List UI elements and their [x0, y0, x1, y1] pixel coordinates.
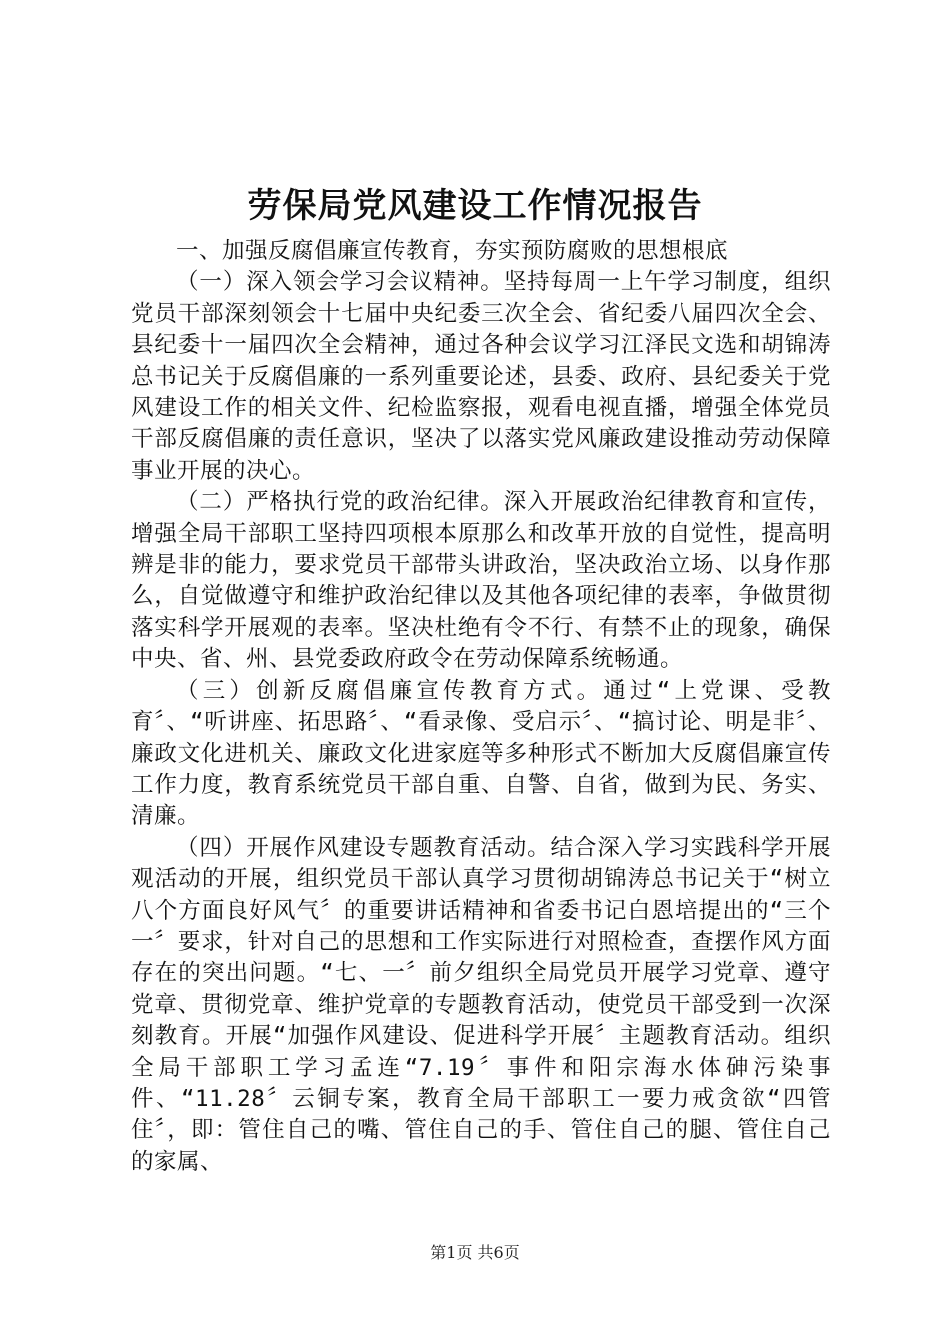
section-heading: 一、加强反腐倡廉宣传教育，夯实预防腐败的思想根底 [176, 238, 729, 264]
paragraph-2: （二）严格执行党的政治纪律。深入开展政治纪律教育和宣传，增强全局干部职工坚持四项根本原那么和改革开放的自觉性，提高明辨是非的能力，要求党员干部带头讲政治，坚决政治立场、以身作那么，自觉做遵守和维护政治纪律以及其他各项纪律的表率，争做贯彻落实科学开展观的表率。坚决杜绝有令不行、有禁不止的现象，确保中央、省、州、县党委政府政令在劳动保障系统畅通。 [131, 489, 831, 673]
paragraph-4: （四）开展作风建设专题教育活动。结合深入学习实践科学开展观活动的开展，组织党员干部认真学习贯彻胡锦涛总书记关于“树立八个方面良好风气〞的重要讲话精神和省委书记白恩培提出的“三个一〞要求，针对自己的思想和工作实际进行对照检查，查摆作风方面存在的突出问题。“七、一〞前夕组织全局党员开展学习党章、遵守党章、贯彻党章、维护党章的专题教育活动，使党员干部受到一次深刻教育。开展“加强作风建设、促进科学开展〞主题教育活动。组织全局干部职工学习孟连“7.19〞事件和阳宗海水体砷污染事件、“11.28〞云铜专案，教育全局干部职工一要力戒贪欲“四管住〞，即：管住自己的嘴、管住自己的手、管住自己的腿、管住自己的家属、 [131, 834, 831, 1175]
document-body [131, 236, 831, 1178]
document-title: 劳保局党风建设工作情况报告 [247, 186, 703, 226]
page-number-footer: 第1页 共6页 [430, 1243, 520, 1262]
paragraph-3: （三）创新反腐倡廉宣传教育方式。通过“上党课、受教育〞、“听讲座、拓思路〞、“看录像、受启示〞、“搞讨论、明是非〞、廉政文化进机关、廉政文化进家庭等多种形式不断加大反腐倡廉宣传工作力度，教育系统党员干部自重、自警、自省，做到为民、务实、清廉。 [131, 677, 831, 830]
paragraph-1: （一）深入领会学习会议精神。坚持每周一上午学习制度，组织党员干部深刻领会十七届中央纪委三次全会、省纪委八届四次全会、县纪委十一届四次全会精神，通过各种会议学习江泽民文选和胡锦涛总书记关于反腐倡廉的一系列重要论述，县委、政府、县纪委关于党风建设工作的相关文件、纪检监察报，观看电视直播，增强全体党员干部反腐倡廉的责任意识，坚决了以落实党风廉政建设推动劳动保障事业开展的决心。 [131, 269, 831, 484]
